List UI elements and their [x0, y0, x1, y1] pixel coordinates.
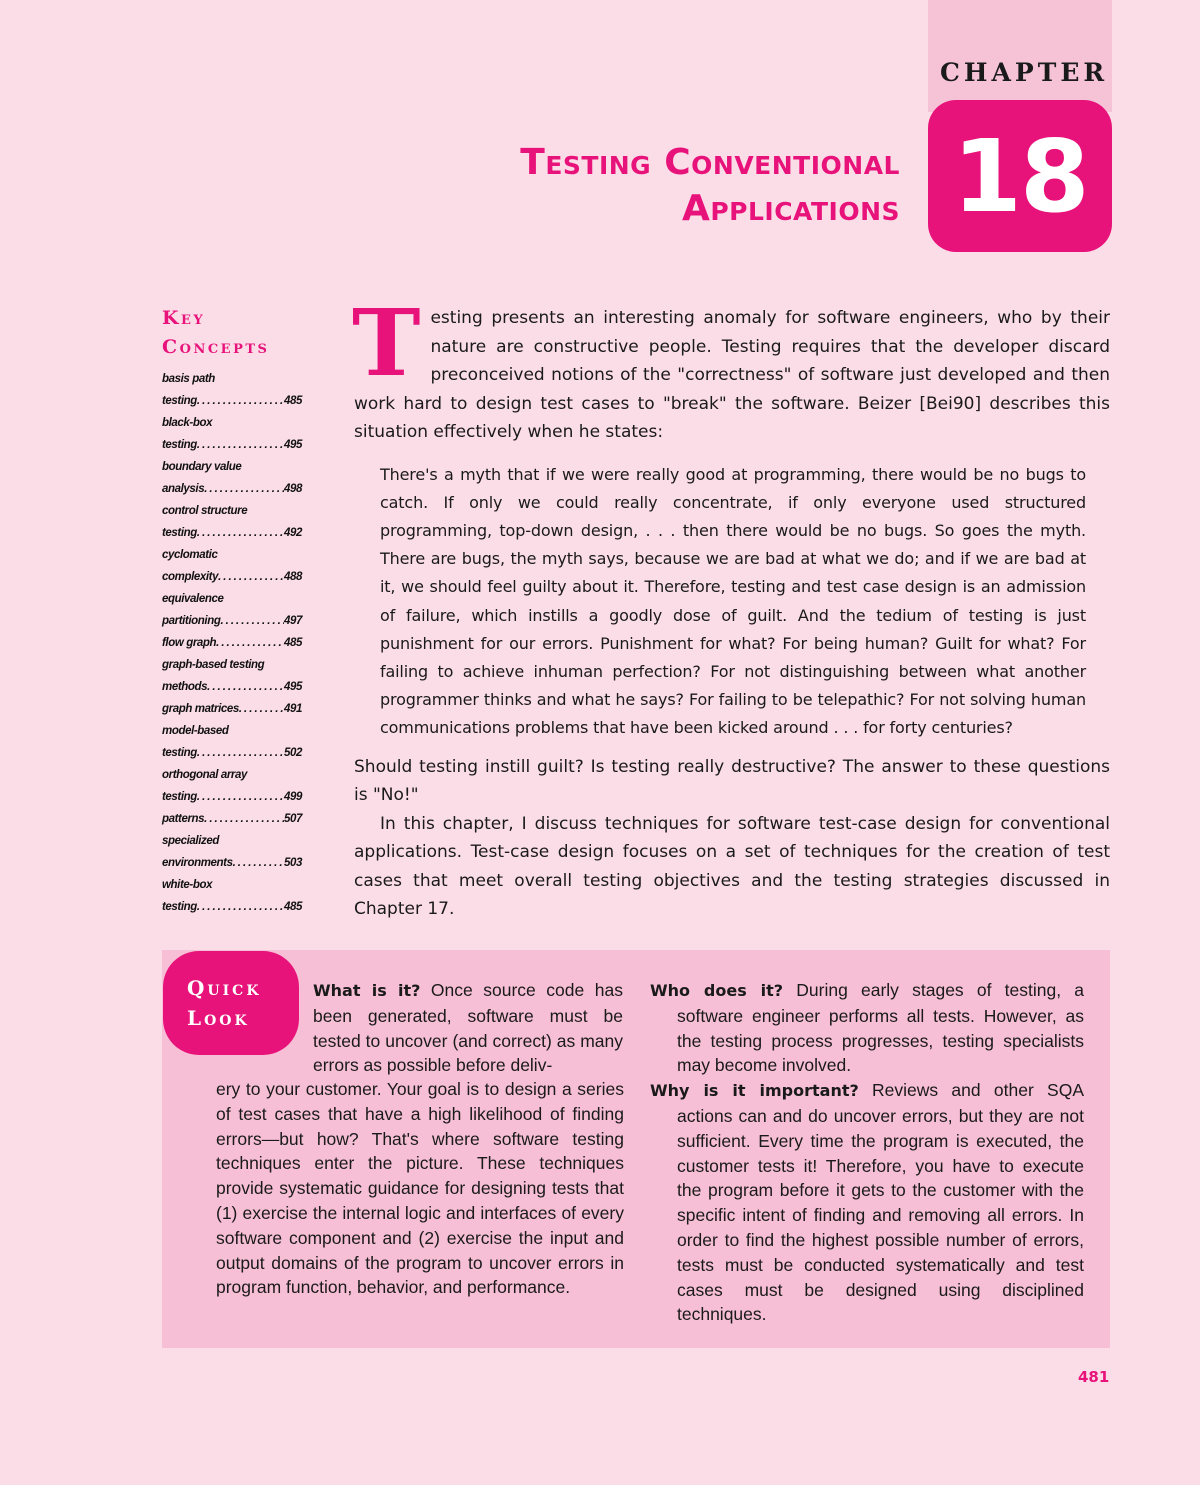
key-concept-entry	[162, 654, 302, 698]
key-concepts-heading-line-1: Key	[162, 307, 206, 329]
key-concept-page: 485	[284, 901, 302, 913]
leader-dots	[218, 566, 284, 588]
key-concept-line	[162, 676, 302, 698]
chapter-body	[352, 289, 1110, 924]
key-concepts-list	[162, 368, 302, 918]
key-concept-term: equivalence	[162, 593, 224, 605]
key-concept-page: 498	[284, 483, 302, 495]
quick-look-right-column	[650, 978, 1084, 1327]
key-concept-line	[162, 390, 302, 412]
key-concepts-heading-line-2: Concepts	[162, 336, 270, 358]
key-concept-line	[162, 786, 302, 808]
key-concept-page: 507	[284, 813, 302, 825]
key-concept-term: graph-based testing	[162, 659, 265, 671]
quick-look-badge-line-1: Quick	[187, 976, 262, 1000]
key-concept-term: cyclomatic	[162, 549, 218, 561]
key-concept-term: orthogonal array	[162, 769, 247, 781]
key-concept-line	[162, 522, 302, 544]
key-concept-entry	[162, 588, 302, 632]
key-concept-term-continued: analysis	[162, 483, 205, 495]
key-concept-term: model-based	[162, 725, 229, 737]
key-concept-entry	[162, 830, 302, 874]
body-paragraph-1: Should testing instill guilt? Is testing really destructive? The answer to these questions is "No!"	[354, 756, 1110, 806]
chapter-tab-strip	[928, 0, 1112, 112]
key-concept-line	[162, 698, 302, 720]
key-concept-entry	[162, 764, 302, 808]
leader-dots	[197, 786, 284, 808]
who-does-it-label: Who does it?	[650, 981, 784, 1000]
leader-dots	[239, 698, 284, 720]
leader-dots	[204, 808, 284, 830]
key-concept-entry	[162, 720, 302, 764]
key-concept-term: control structure	[162, 505, 248, 517]
key-concept-term: boundary value	[162, 461, 242, 473]
key-concept-entry	[162, 544, 302, 588]
leader-dots	[197, 896, 284, 918]
leader-dots	[220, 610, 284, 632]
why-important-label: Why is it important?	[650, 1081, 859, 1101]
key-concept-term-continued: testing	[162, 439, 197, 451]
key-concept-term-continued: environments	[162, 857, 233, 869]
leader-dots	[207, 676, 284, 698]
why-important-text: Reviews and other SQA actions can and do uncover errors, but they are not sufficient. Every time the program is executed, the customer tests it! Therefore, you have to execute the program before it gets to the customer with the specific intent of finding and removing all errors. In order to find the highest possible number of errors, tests must be conducted systematically and test cases must be designed using disciplined techniques.	[677, 1080, 1084, 1325]
leader-dots	[197, 434, 284, 456]
chapter-title	[380, 140, 900, 232]
key-concept-line	[162, 742, 302, 764]
key-concept-page: 492	[284, 527, 302, 539]
body-paragraph-2: In this chapter, I discuss techniques for software test-case design for conventional applications. Test-case design focuses on a set of techniques for the creation of test cases that meet overall testing objectives and the testing strategies discussed in Chapter 17.	[354, 813, 1110, 920]
key-concept-line	[162, 896, 302, 918]
key-concept-page: 495	[284, 439, 302, 451]
key-concept-line	[162, 434, 302, 456]
key-concept-term-continued: testing	[162, 747, 197, 759]
quick-look-badge-line-2: Look	[187, 1006, 250, 1030]
quick-look-badge	[163, 951, 299, 1055]
drop-cap: T	[352, 289, 421, 397]
key-concept-page: 491	[284, 703, 302, 715]
key-concept-term-continued: partitioning	[162, 615, 221, 627]
key-concept-term-continued: complexity	[162, 571, 219, 583]
chapter-label: CHAPTER	[940, 58, 1109, 87]
key-concept-page: 485	[284, 637, 302, 649]
quick-look-what-is-it	[313, 978, 623, 1078]
leader-dots	[204, 478, 284, 500]
key-concept-page: 495	[284, 681, 302, 693]
key-concept-line	[162, 808, 302, 830]
quick-look-who-does-it	[650, 978, 1084, 1078]
key-concept-entry	[162, 698, 302, 720]
key-concept-term: white-box	[162, 879, 213, 891]
who-does-it-text: During early stages of testing, a software engineer performs all tests. However, as the testing process progresses, testing specialists may become involved.	[677, 980, 1084, 1076]
key-concept-line	[162, 632, 302, 654]
key-concept-page: 485	[284, 395, 302, 407]
leader-dots	[197, 390, 284, 412]
key-concept-term-continued: testing	[162, 527, 197, 539]
page-number: 481	[1078, 1368, 1110, 1386]
key-concept-entry	[162, 808, 302, 830]
what-is-it-text-a: Once source code has been generated, software must be tested to uncover (and correct) as many errors as possible before deliv-	[313, 980, 623, 1076]
key-concept-line	[162, 852, 302, 874]
chapter-title-line-2: Applications	[681, 188, 900, 229]
key-concept-term: specialized	[162, 835, 219, 847]
key-concept-term-continued: testing	[162, 901, 197, 913]
key-concept-term-continued: graph matrices	[162, 703, 239, 715]
key-concept-term: black-box	[162, 417, 213, 429]
key-concept-page: 502	[284, 747, 302, 759]
key-concept-line	[162, 566, 302, 588]
key-concept-term-continued: methods	[162, 681, 208, 693]
leader-dots	[233, 852, 284, 874]
key-concept-entry	[162, 368, 302, 412]
chapter-title-line-1: Testing Conventional	[520, 142, 900, 183]
key-concept-term-continued: testing	[162, 791, 197, 803]
key-concepts-sidebar	[162, 304, 302, 918]
beizer-quote: There's a myth that if we were really good at programming, there would be no bugs to catch. If only we could really concentrate, if only everyone used structured programming, top-down design, . . . then there would be no bugs. So goes the myth. There are bugs, the myth says, because we are bad at what we do; and if we are bad at it, we should feel guilty about it. Therefore, testing and test case design is an admission of failure, which instills a goodly dose of guilt. And the tedium of testing is just punishment for our errors. Punishment for what? For being human? Guilt for what? For failing to achieve inhuman perfection? For not distinguishing between what another programmer thinks and what he says? For failing to be telepathic? For not solving human communications problems that have been kicked around . . . for forty centuries?	[380, 464, 1086, 738]
intro-text: esting presents an interesting anomaly for software engineers, who by their nature are constructive people. Testing requires that the developer discard preconceived notions of the "correctness" of software just developed and then work hard to design test cases to "break" the software. Beizer [Bei90] describes this situation effectively when he states:	[354, 308, 1110, 442]
quick-look-why-important	[650, 1078, 1084, 1327]
key-concept-entry	[162, 412, 302, 456]
quick-look-what-is-it-continued: ery to your customer. Your goal is to design a series of test cases that have a high likelihood of finding errors—but how? That's where software testing techniques enter the picture. These techniques provide systematic guidance for designing tests that (1) exercise the internal logic and interfaces of every software component and (2) exercise the input and output domains of the program to uncover errors in program function, behavior, and performance.	[216, 1079, 624, 1298]
key-concepts-heading	[162, 304, 302, 362]
key-concept-page: 497	[284, 615, 302, 627]
chapter-number-badge: 18	[928, 100, 1112, 252]
key-concept-entry	[162, 632, 302, 654]
key-concept-entry	[162, 874, 302, 918]
intro-paragraph	[352, 289, 1110, 447]
key-concept-page: 488	[284, 571, 302, 583]
key-concept-term: basis path	[162, 373, 215, 385]
key-concept-term-continued: testing	[162, 395, 197, 407]
key-concept-entry	[162, 500, 302, 544]
leader-dots	[197, 742, 284, 764]
key-concept-page: 503	[284, 857, 302, 869]
key-concept-page: 499	[284, 791, 302, 803]
leader-dots	[216, 632, 284, 654]
key-concept-line	[162, 610, 302, 632]
key-concept-entry	[162, 456, 302, 500]
key-concept-term-continued: patterns	[162, 813, 205, 825]
what-is-it-label: What is it?	[313, 981, 421, 1000]
key-concept-term-continued: flow graph	[162, 637, 217, 649]
leader-dots	[197, 522, 284, 544]
key-concept-line	[162, 478, 302, 500]
